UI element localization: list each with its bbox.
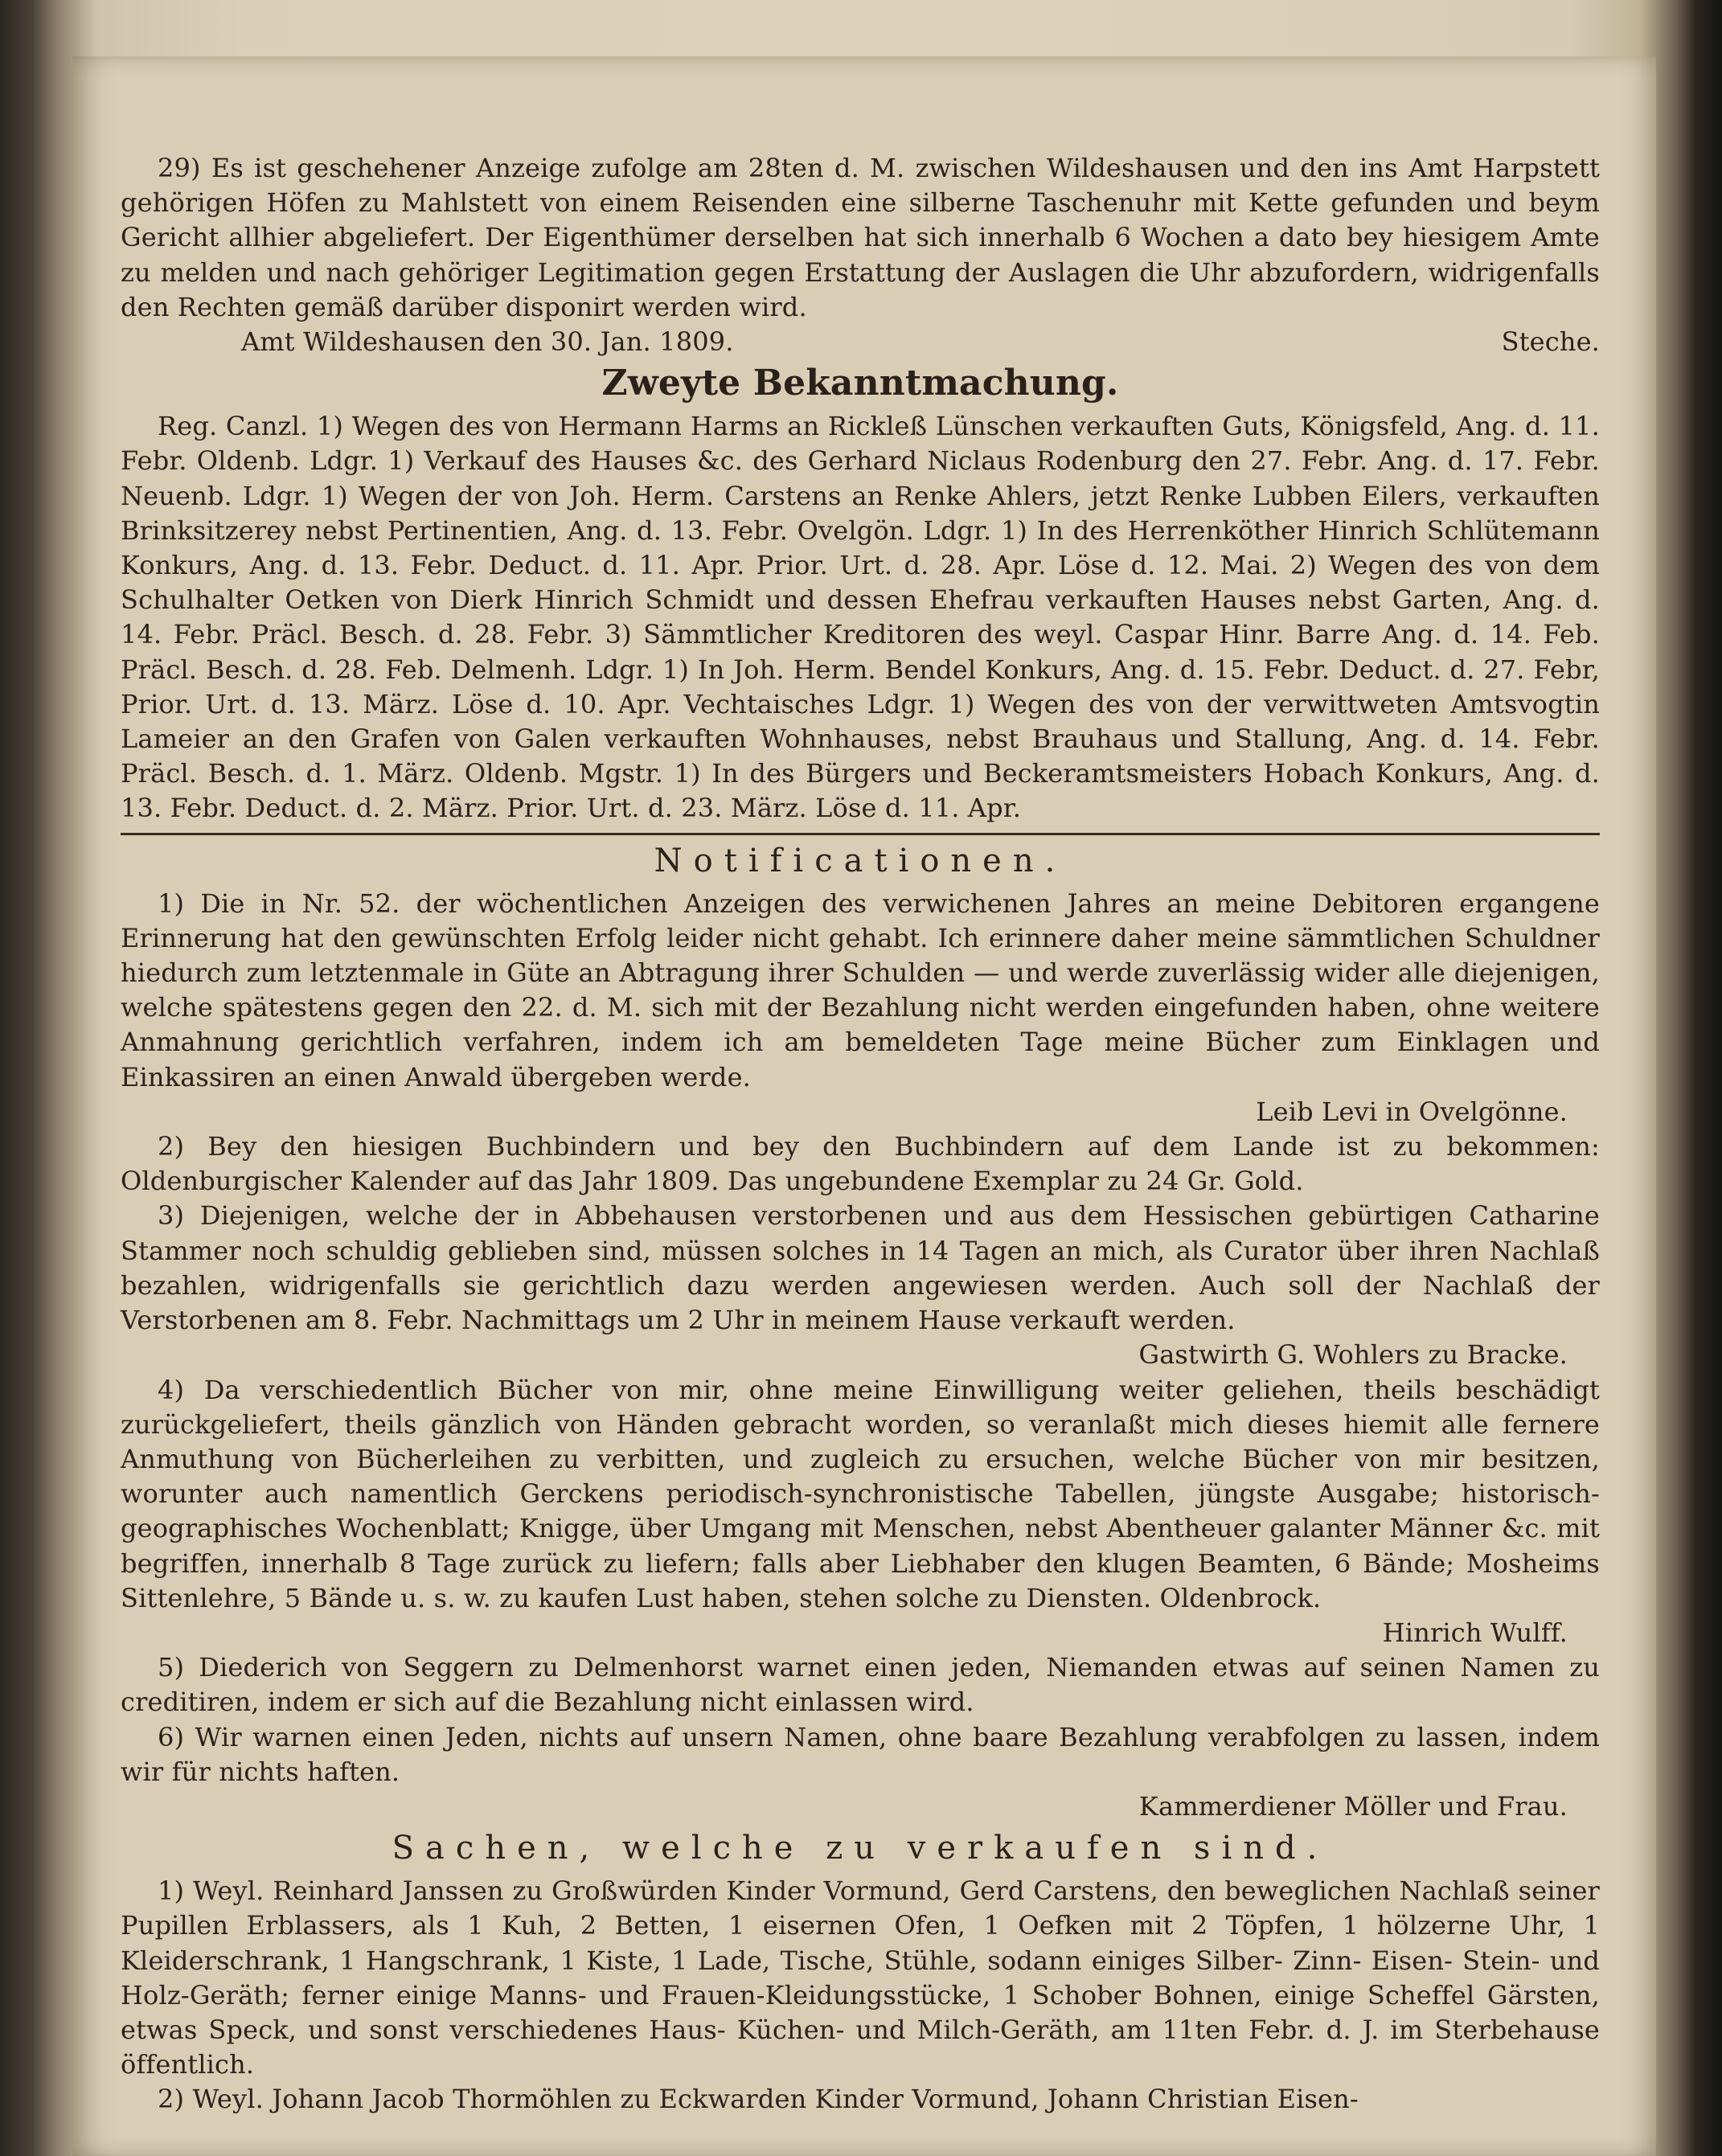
bekanntmachung-text: Reg. Canzl. 1) Wegen des von Hermann Harms an Rickleß Lünschen verkauften Guts, Königsfeld, Ang. d. 11. Febr. Oldenb. Ldgr. 1) Verkauf des Hauses &c. des Gerhard Niclaus Rodenburg den 27. Febr. Ang. d. 17. Febr. Neuenb. Ldgr. 1) Wegen der von Joh. Herm. Carstens an Renke Ahlers, jetzt Renke Lubben Eilers, verkauften Brinksitzerey nebst Pertinentien, Ang. d. 13. Febr. Ovelgön. Ldgr. 1) In des Herrenköther Hinrich Schlütemann Konkurs, Ang. d. 13. Febr. Deduct. d. 11. Apr. Prior. Urt. d. 28. Apr. Löse d. 12. Mai. 2) Wegen des von dem Schulhalter Oetken von Dierk Hinrich Schmidt und dessen Ehefrau verkauften Hauses nebst Garten, Ang. d. 14. Febr. Präcl. Besch. d. 28. Febr. 3) Sämmtlicher Kreditoren des weyl. Caspar Hinr. Barre Ang. d. 14. Feb. Präcl. Besch. d. 28. Feb. Delmenh. Ldgr. 1) In Joh. Herm. Bendel Konkurs, Ang. d. 15. Febr. Deduct. d. 27. Febr, Prior. Urt. d. 13. März. Löse d. 10. Apr. Vechtaisches Ldgr. 1) Wegen des von der verwittweten Amtsvogtin Lameier an den Grafen von Galen verkauften Wohnhauses, nebst Brauhaus und Stallung, Ang. d. 14. Febr. Präcl. Besch. d. 1. März. Oldenb. Mgstr. 1) In des Bürgers und Beckeramtsmeisters Hobach Konkurs, Ang. d. 13. Febr. Deduct. d. 2. März. Prior. Urt. d. 23. März. Löse d. 11. Apr.: [121, 411, 1600, 824]
heading-zweyte-bekanntmachung: Zweyte Bekanntmachung.: [601, 363, 1119, 404]
notification-1: 1) Die in Nr. 52. der wöchentlichen Anzeigen des verwichenen Jahres an meine Debitoren ergangene Erinnerung hat den gewünschten Erfolg leider nicht gehabt. Ich erinnere daher meine sämmtlichen Schuldner hiedurch zum letztenmale in Güte an Abtragung ihrer Schulden — und werde zuverlässig wider alle diejenigen, welche spätestens gegen den 22. d. M. sich mit der Bezahlung nicht werden eingefunden haben, ohne weitere Anmahnung gerichtlich verfahren, indem ich am bemeldeten Tage meine Bücher zum Einklagen und Einkassiren an einen Anwald übergeben werde.: [121, 887, 1600, 1092]
heading-sachen-zu-verkaufen: Sachen, welche zu verkaufen sind.: [392, 1830, 1329, 1867]
notification-3: 3) Diejenigen, welche der in Abbehausen verstorbenen und aus dem Hessischen gebürtigen Catharine Stammer noch schuldig geblieben sind, müssen solches in 14 Tagen an mich, als Curator über ihren Nachlaß bezahlen, widrigenfalls sie gerichtlich dazu werden angewiesen werden. Auch soll der Nachlaß der Verstorbenen am 8. Febr. Nachmittags um 2 Uhr in meinem Hause verkauft werden.: [121, 1200, 1600, 1336]
notification-2: 2) Bey den hiesigen Buchbindern und bey den Buchbindern auf dem Lande ist zu bekommen: Oldenburgischer Kalender auf das Jahr 1809. Das ungebundene Exemplar zu 24 Gr. Gold.: [121, 1131, 1600, 1197]
page-text-block: [121, 151, 1600, 2117]
notice-29-signature: Steche.: [1501, 326, 1600, 358]
notification-6-signature: Kammerdiener Möller und Frau.: [1138, 1790, 1568, 1822]
notification-4: 4) Da verschiedentlich Bücher von mir, ohne meine Einwilligung weiter geliehen, theils beschädigt zurückgeliefert, theils gänzlich von Händen gebracht worden, so veranlaßt mich dieses hiemit alle fernere Anmuthung von Bücherleihen zu verbitten, und zugleich zu ersuchen, welche Bücher von mir besitzen, worunter auch namentlich Gerckens periodisch-synchronistische Tabellen, jüngste Ausgabe; historisch-geographisches Wochenblatt; Knigge, über Umgang mit Menschen, nebst Abentheuer galanter Männer &c. mit begriffen, innerhalb 8 Tage zurück zu liefern; falls aber Liebhaber den klugen Beamten, 6 Bände; Mosheims Sittenlehre, 5 Bände u. s. w. zu kaufen Lust haben, stehen solche zu Diensten. Oldenbrock.: [121, 1374, 1600, 1613]
section-divider: [121, 833, 1600, 835]
notice-29: 29) Es ist geschehener Anzeige zufolge am 28ten d. M. zwischen Wildeshausen und den ins Amt Harpstett gehörigen Höfen zu Mahlstett von einem Reisenden eine silberne Taschenuhr mit Kette gefunden und beym Gericht allhier abgeliefert. Der Eigenthümer derselben hat sich innerhalb 6 Wochen a dato bey hiesigem Amte zu melden und nach gehöriger Legitimation gegen Erstattung der Auslagen die Uhr abzufordern, widrigenfalls den Rechten gemäß darüber disponirt werden wird.: [121, 153, 1600, 322]
newspaper-page: [72, 56, 1656, 2156]
sale-item-1: 1) Weyl. Reinhard Janssen zu Großwürden Kinder Vormund, Gerd Carstens, den beweglichen Nachlaß seiner Pupillen Erblassers, als 1 Kuh, 2 Betten, 1 eisernen Ofen, 1 Oefken mit 2 Töpfen, 1 hölzerne Uhr, 1 Kleiderschrank, 1 Hangschrank, 1 Kiste, 1 Lade, Tische, Stühle, sodann einiges Silber- Zinn- Eisen- Stein- und Holz-Geräth; ferner einige Manns- und Frauen-Kleidungsstücke, 1 Schober Bohnen, einige Scheffel Gärsten, etwas Speck, und sonst verschiedenes Haus- Küchen- und Milch-Geräth, am 11ten Febr. d. J. im Sterbehause öffentlich.: [121, 1875, 1600, 2080]
heading-notificationen: Notificationen.: [654, 842, 1067, 879]
sale-item-2: 2) Weyl. Johann Jacob Thormöhlen zu Eckwarden Kinder Vormund, Johann Christian Eisen-: [158, 2084, 1359, 2115]
notice-29-footer: [121, 325, 1600, 359]
notification-6: 6) Wir warnen einen Jeden, nichts auf unsern Namen, ohne baare Bezahlung verabfolgen zu lassen, indem wir für nichts haften.: [121, 1721, 1600, 1787]
notice-29-place-date: Amt Wildeshausen den 30. Jan. 1809.: [241, 326, 734, 358]
notification-5: 5) Diederich von Seggern zu Delmenhorst warnet einen jeden, Niemanden etwas auf seinen Namen zu creditiren, indem er sich auf die Bezahlung nicht einlassen wird.: [121, 1652, 1600, 1718]
notification-4-signature: Hinrich Wulff.: [1382, 1617, 1568, 1648]
notification-1-signature: Leib Levi in Ovelgönne.: [1256, 1096, 1568, 1127]
notification-3-signature: Gastwirth G. Wohlers zu Bracke.: [1138, 1339, 1568, 1371]
